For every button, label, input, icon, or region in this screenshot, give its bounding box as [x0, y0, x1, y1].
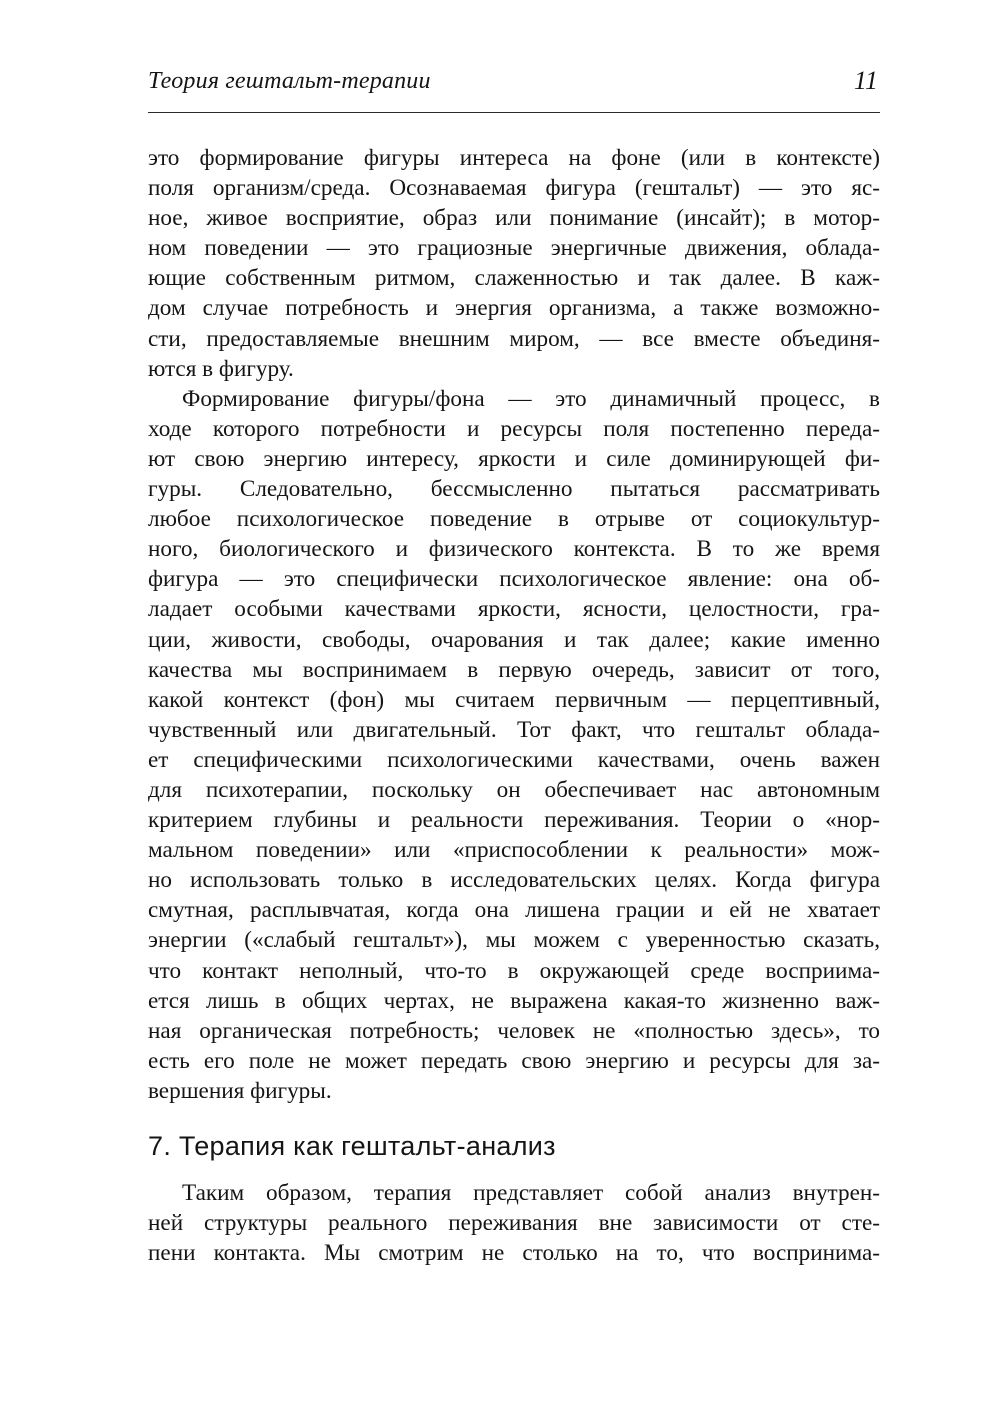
- text-line: фигура — это специфически психологическое явление: она об-: [148, 566, 880, 593]
- text-line: качества мы воспринимаем в первую очередь, зависит от того,: [148, 656, 880, 683]
- text-line: ное, живое восприятие, образ или понимание (инсайт); в мотор-: [148, 205, 880, 232]
- text-line: смутная, расплывчатая, когда она лишена грации и ей не хватает: [148, 897, 880, 924]
- main-text: [148, 143, 880, 1268]
- text-line: мальном поведении» или «приспособлении к реальности» мож-: [148, 837, 880, 864]
- text-line: гуры. Следовательно, бессмысленно пытаться рассматривать: [148, 476, 880, 503]
- text-line: ного, биологического и физического контекста. В то же время: [148, 536, 880, 563]
- paragraph-3: [148, 1178, 880, 1268]
- text-line: Таким образом, терапия представляет собой анализ внутрен-: [182, 1180, 880, 1206]
- text-line: ладает особыми качествами яркости, ясности, целостности, гра-: [148, 596, 880, 623]
- text-line: это формирование фигуры интереса на фоне (или в контексте): [148, 145, 880, 171]
- text-line: энергии («слабый гештальт»), мы можем с уверенностью сказать,: [148, 927, 880, 954]
- page-number: 11: [853, 66, 878, 95]
- section-heading: 7. Терапия как гештальт-анализ: [148, 1131, 556, 1161]
- text-line: что контакт неполный, что-то в окружающей среде восприима-: [148, 957, 880, 984]
- running-title: Теория гештальт-терапии: [148, 68, 431, 94]
- text-line: вершения фигуры.: [148, 1077, 332, 1104]
- text-line: ней структуры реального переживания вне зависимости от сте-: [148, 1210, 880, 1237]
- text-line: пени контакта. Мы смотрим не столько на то, что воспринима-: [148, 1240, 880, 1267]
- text-line: ходе которого потребности и ресурсы поля постепенно переда-: [148, 415, 880, 442]
- text-line: какой контекст (фон) мы считаем первичным — перцептивный,: [148, 686, 880, 713]
- text-line: ются в фигуру.: [148, 355, 294, 382]
- paragraph-2: [148, 384, 880, 1106]
- text-line: дом случае потребность и энергия организма, а также возможно-: [148, 295, 880, 322]
- text-line: ющие собственным ритмом, слаженностью и так далее. В каж-: [148, 265, 880, 292]
- text-line: ется лишь в общих чертах, не выражена какая-то жизненно важ-: [148, 987, 880, 1014]
- text-line: ет специфическими психологическими качествами, очень важен: [148, 746, 880, 773]
- text-line: Формирование фигуры/фона — это динамичный процесс, в: [182, 385, 880, 412]
- text-line: критерием глубины и реальности переживания. Теории о «нор-: [148, 807, 880, 834]
- text-line: сти, предоставляемые внешним миром, — все вместе объединя-: [148, 325, 880, 352]
- text-line: ции, живости, свободы, очарования и так далее; какие именно: [148, 626, 880, 653]
- running-header: [148, 60, 880, 113]
- text-line: для психотерапии, поскольку он обеспечивает нас автономным: [148, 776, 880, 803]
- text-line: есть его поле не может передать свою энергию и ресурсы для за-: [148, 1047, 880, 1074]
- text-line: поля организм/среда. Осознаваемая фигура (гештальт) — это яс-: [148, 175, 880, 202]
- book-page: [148, 60, 880, 1268]
- text-line: чувственный или двигательный. Тот факт, что гештальт облада-: [148, 716, 880, 743]
- text-line: ном поведении — это грациозные энергичные движения, облада-: [148, 235, 880, 262]
- text-line: ная органическая потребность; человек не «полностью здесь», то: [148, 1017, 880, 1044]
- paragraph-1: [148, 143, 880, 384]
- text-line: любое психологическое поведение в отрыве от социокультур-: [148, 506, 880, 533]
- text-line: но использовать только в исследовательских целях. Когда фигура: [148, 867, 880, 894]
- text-line: ют свою энергию интересу, яркости и силе доминирующей фи-: [148, 445, 880, 472]
